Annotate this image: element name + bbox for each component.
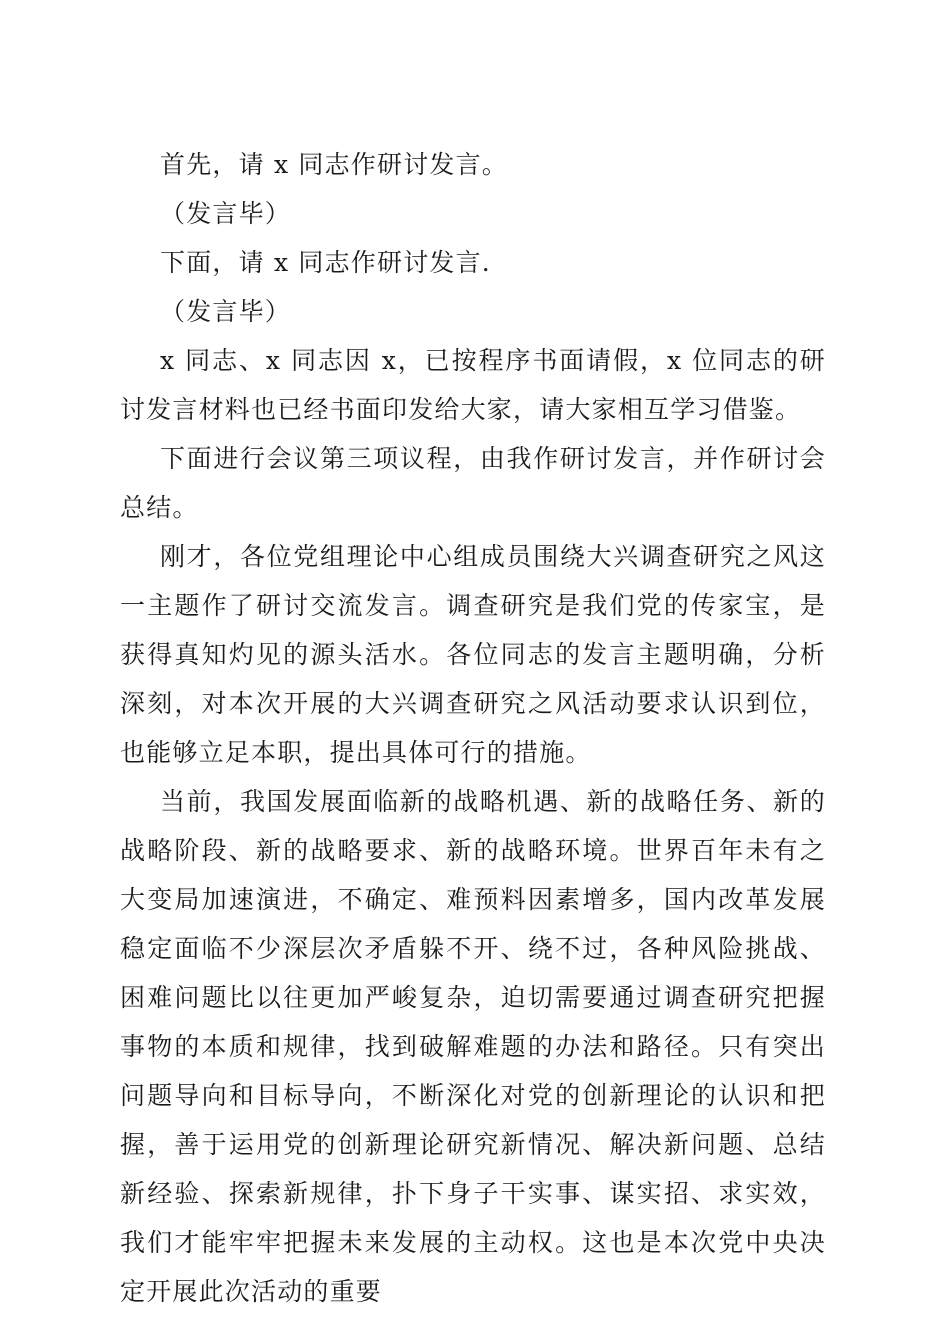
document-body bbox=[120, 140, 826, 1316]
paragraph-agenda-item-three: 下面进行会议第三项议程，由我作研讨发言，并作研讨会总结。 bbox=[120, 444, 826, 522]
paragraph-opening: 首先，请 x 同志作研讨发言。 bbox=[160, 150, 508, 179]
paragraph-summary: 刚才，各位党组理论中心组成员围绕大兴调查研究之风这一主题作了研讨交流发言。调查研究是我们党的传家宝，是获得真知灼见的源头活水。各位同志的发言主题明确，分析深刻，对本次开展的大兴调查研究之风活动要求认识到位，也能够立足本职，提出具体可行的措施。 bbox=[120, 542, 826, 767]
paragraph-current-situation: 当前，我国发展面临新的战略机遇、新的战略任务、新的战略阶段、新的战略要求、新的战略环境。世界百年未有之大变局加速演进，不确定、难预料因素增多，国内改革发展稳定面临不少深层次矛盾躲不开、绕不过，各种风险挑战、困难问题比以往更加严峻复杂，迫切需要通过调查研究把握事物的本质和规律，找到破解难题的办法和路径。只有突出问题导向和目标导向，不断深化对党的创新理论的认识和把握，善于运用党的创新理论研究新情况、解决新问题、总结新经验、探索新规律，扑下身子干实事、谋实招、求实效，我们才能牢牢把握未来发展的主动权。这也是本次党中央决定开展此次活动的重要 bbox=[120, 787, 826, 1306]
paragraph-leave-notice: x 同志、x 同志因 x，已按程序书面请假，x 位同志的研讨发言材料也已经书面印发给大家，请大家相互学习借鉴。 bbox=[120, 346, 826, 424]
paragraph-speech-end: （发言毕） bbox=[160, 297, 292, 326]
paragraph-speech-end: （发言毕） bbox=[160, 199, 292, 228]
paragraph-next-speaker: 下面，请 x 同志作研讨发言. bbox=[160, 248, 491, 277]
